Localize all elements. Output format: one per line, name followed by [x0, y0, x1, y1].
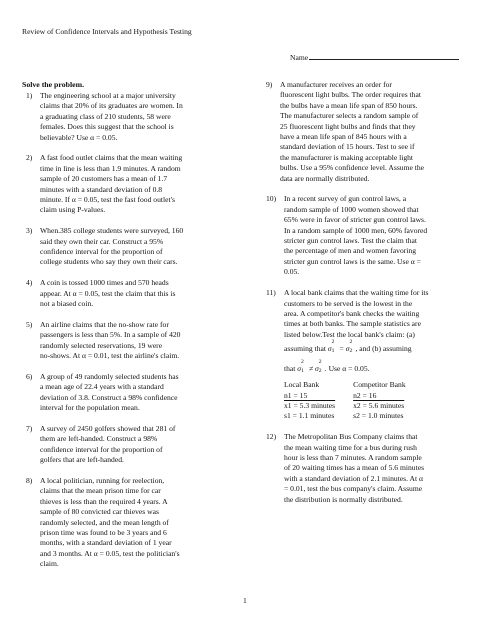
problem-text-line: claim.: [40, 559, 59, 569]
problem-number: 8): [26, 475, 33, 485]
page-number: 1: [243, 596, 247, 605]
problem-text-line: 65% were in favor of stricter gun control laws.: [284, 215, 426, 225]
problem-text-line: 0.05.: [284, 267, 300, 277]
problem-text-line: fluorescent light bulbs. The order requires that: [280, 90, 421, 100]
problem-text-line: listed below.Test the local bank's claim: (a): [284, 329, 415, 339]
page-header: Review of Confidence Intervals and Hypothesis Testing: [22, 27, 192, 36]
problem-2: [26, 153, 246, 215]
problem-number: 2): [26, 153, 33, 163]
problem-number: 12): [266, 432, 277, 442]
problem-text-line: interval for the population mean.: [40, 403, 140, 413]
problem-text-line: time in line is less than 1.9 minutes. A random: [40, 163, 181, 173]
left-column: [26, 91, 246, 580]
problem-number: 10): [266, 194, 277, 204]
problem-text-line: deviation of 3.8. Construct a 98% confidence: [40, 392, 178, 402]
problem-text-line: data are normally distributed.: [280, 173, 370, 183]
problem-text-line: a mean age of 22.4 years with a standard: [40, 382, 164, 392]
problem-text-line: stricter gun control laws is the same. Use α =: [284, 256, 421, 266]
problem-number: 7): [26, 423, 33, 433]
problem-text-line: sample of 80 convicted car thieves was: [40, 507, 159, 517]
problem-text-line: passengers is less than 5%. In a sample of 420: [40, 330, 181, 340]
problem-9: [266, 80, 481, 184]
problem-7: [26, 424, 246, 466]
problem-4: [26, 278, 246, 309]
problem-number: 6): [26, 371, 33, 381]
assumption-a: assuming that σ 2 1 = σ 2 2 , and (b) assuming: [284, 339, 412, 355]
problem-text-line: When.385 college students were surveyed, 160: [40, 226, 184, 236]
problem-text-line: standard deviation of 15 hours. Test to see if: [280, 142, 415, 152]
problem-text-line: bulbs. Use a 95% confidence level. Assume the: [280, 163, 425, 173]
problem-text-line: randomly selected, and the mean length of: [40, 517, 169, 527]
problem-number: 5): [26, 319, 33, 329]
problem-text-line: The manufacturer selects a random sample of: [280, 111, 419, 121]
problem-text-line: appear. At α = 0.05, test the claim that this is: [40, 288, 176, 298]
problem-number: 4): [26, 278, 33, 288]
problem-text-line: An airline claims that the no-show rate for: [40, 319, 169, 329]
problem-text-line: thieves is less than the required 4 years. A: [40, 496, 168, 506]
problem-text-line: = 0.01, test the bus company's claim. Assume: [284, 484, 423, 494]
problem-text-line: golfers that are left-handed.: [40, 455, 124, 465]
problem-text-line: A fast food outlet claims that the mean waiting: [40, 153, 183, 163]
problem-text-line: random sample of 1000 women showed that: [284, 204, 419, 214]
problem-text-line: stricter gun control laws. Test the claim that: [284, 236, 418, 246]
problem-text-line: the bulbs have a mean life span of 850 hours.: [280, 100, 418, 110]
problem-text-line: confidence interval for the proportion of: [40, 444, 163, 454]
problem-number: 11): [266, 288, 276, 298]
problem-text-line: claims that the mean prison time for car: [40, 486, 161, 496]
name-underline: [309, 52, 459, 60]
name-label: Name: [290, 53, 309, 62]
problem-text-line: months, with a standard deviation of 1 year: [40, 538, 172, 548]
problem-text-line: A coin is tossed 1000 times and 570 heads: [40, 278, 169, 288]
local-bank-stats: Local Bank n1 = 15 x1 = 5.3 minutes s1 = 1.1 minutes: [284, 380, 336, 421]
problem-text-line: confidence interval for the proportion of: [40, 247, 163, 257]
problem-text-line: the percentage of men and women favoring: [284, 246, 416, 256]
problem-text-line: A manufacturer receives an order for: [280, 80, 392, 89]
problem-text-line: and 3 months. At α = 0.05, test the politician's: [40, 548, 180, 558]
problem-number: 1): [26, 91, 33, 100]
problem-text-line: A local bank claims that the waiting time for its: [284, 288, 429, 298]
problem-text-line: the distribution is normally distributed.: [284, 494, 403, 504]
problem-text-line: The engineering school at a major university: [40, 91, 176, 100]
problem-1: [26, 91, 246, 143]
problem-text-line: them are left-handed. Construct a 98%: [40, 434, 158, 444]
bank-statistics-table: [284, 380, 481, 422]
problem-text-line: have a mean life span of 845 hours with a: [280, 132, 407, 142]
problem-11: [266, 288, 481, 422]
problem-10: [266, 194, 481, 277]
problem-text-line: minutes with a standard deviation of 0.8: [40, 184, 163, 194]
problem-3: [26, 226, 246, 268]
problem-text-line: customers to be served is the lowest in the: [284, 298, 413, 308]
problem-text-line: area. A competitor's bank checks the waiting: [284, 308, 420, 318]
problem-text-line: A group of 49 randomly selected students has: [40, 371, 179, 381]
problem-text-line: In a recent survey of gun control laws, a: [284, 194, 407, 204]
assumption-b: that σ 2 1 ≠ σ 2 2 . Use α = 0.05.: [284, 359, 370, 375]
problem-6: [26, 372, 246, 414]
problem-text-line: the mean waiting time for a bus during rush: [284, 442, 417, 452]
problem-8: [26, 476, 246, 570]
problem-text-line: of 20 waiting times has a mean of 5.6 minutes: [284, 463, 425, 473]
competitor-bank-stats: Competitor Bank n2 = 16 x2 = 5.6 minutes s2 = 1.0 minutes: [353, 380, 406, 421]
problem-text-line: The Metropolitan Bus Company claims that: [284, 432, 418, 442]
problem-number: 3): [26, 226, 33, 236]
problem-text-line: sample of 20 customers has a mean of 1.7: [40, 174, 168, 184]
problem-text-line: with a standard deviation of 2.1 minutes. At α: [284, 473, 423, 483]
problem-text-line: believable? Use α = 0.05.: [40, 132, 118, 142]
problem-text-line: claims that 20% of its graduates are women. In: [40, 101, 183, 111]
problem-text-line: the manufacturer is making acceptable light: [280, 152, 414, 162]
section-heading: Solve the problem.: [22, 80, 85, 89]
problem-text-line: not a biased coin.: [40, 299, 94, 309]
problem-text-line: randomly selected reservations, 19 were: [40, 340, 163, 350]
problem-text-line: In a random sample of 1000 men, 60% favored: [284, 225, 428, 235]
problem-text-line: claim using P-values.: [40, 205, 106, 215]
right-column: [266, 80, 481, 515]
problem-12: [266, 432, 481, 505]
problem-text-line: A local politician, running for reelection,: [40, 475, 165, 485]
problem-text-line: times at both banks. The sample statistics are: [284, 319, 421, 329]
problem-text-line: females. Does this suggest that the school is: [40, 122, 174, 132]
problem-text-line: hour is less than 7 minutes. A random sample: [284, 452, 422, 462]
problem-text-line: prison time was found to be 3 years and 6: [40, 527, 167, 537]
problem-number: 9): [266, 80, 273, 89]
problem-text-line: said they own their car. Construct a 95%: [40, 236, 164, 246]
problem-text-line: 25 fluorescent light bulbs and finds that they: [280, 121, 416, 131]
problem-text-line: A survey of 2450 golfers showed that 281 of: [40, 423, 176, 433]
name-field: [290, 52, 459, 62]
problem-text-line: a graduating class of 210 students, 58 were: [40, 111, 171, 121]
problem-text-line: college students who say they own their cars.: [40, 257, 178, 267]
problem-text-line: minute. If α = 0.05, test the fast food outlet's: [40, 195, 175, 205]
problem-text-line: no-shows. At α = 0.01, test the airline's claim.: [40, 351, 180, 361]
problem-5: [26, 320, 246, 362]
